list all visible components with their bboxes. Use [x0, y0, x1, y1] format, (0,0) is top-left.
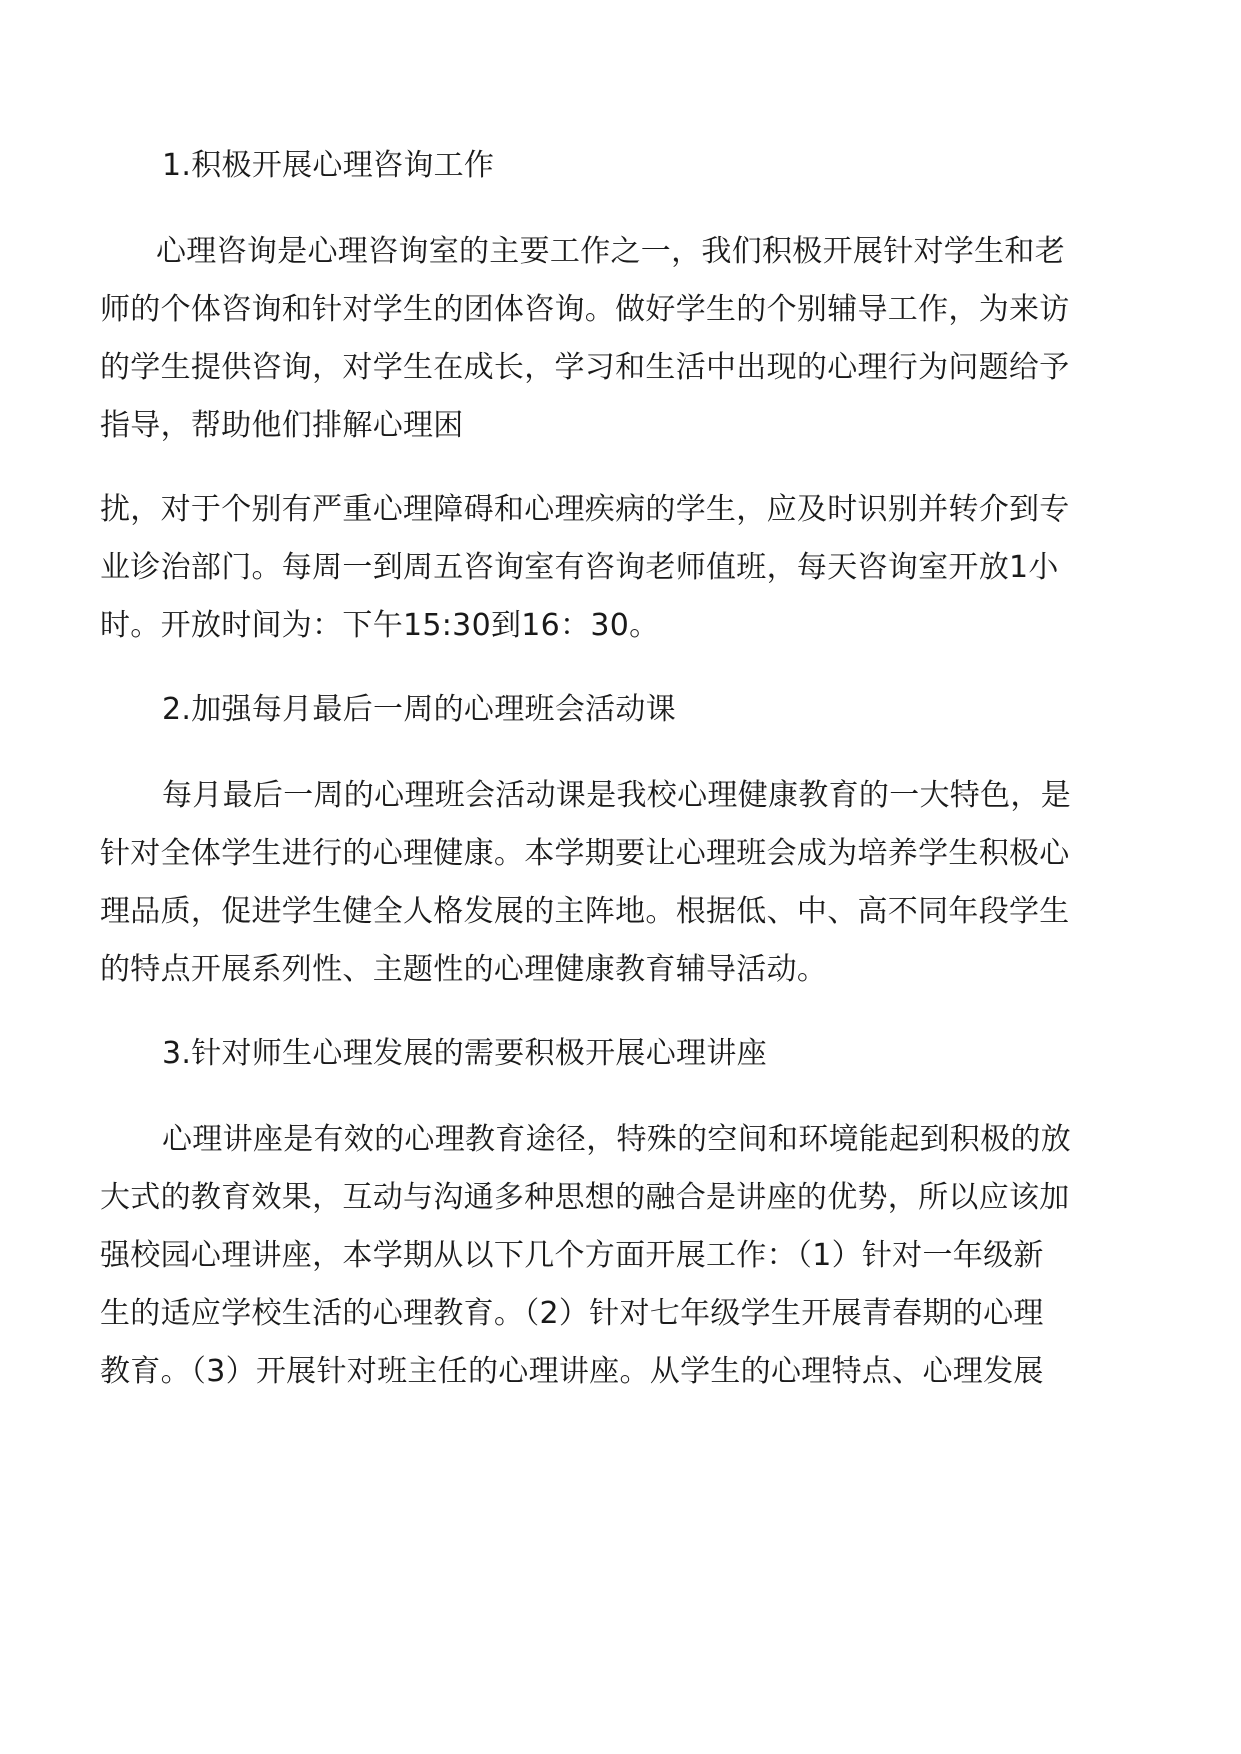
paragraph-line: 心理讲座是有效的心理教育途径，特殊的空间和环境能起到积极的放	[162, 1122, 1071, 1157]
paragraph-line: 理品质，促进学生健全人格发展的主阵地。根据低、中、高不同年段学生	[100, 894, 1070, 929]
paragraph-line: 生的适应学校生活的心理教育。（2）针对七年级学生开展青春期的心理	[100, 1296, 1044, 1331]
paragraph-line: 师的个体咨询和针对学生的团体咨询。做好学生的个别辅导工作，为来访	[100, 292, 1070, 327]
section-heading-3: 3.针对师生心理发展的需要积极开展心理讲座	[162, 1036, 767, 1071]
paragraph-line: 针对全体学生进行的心理健康。本学期要让心理班会成为培养学生积极心	[100, 836, 1070, 871]
section-heading-2: 2.加强每月最后一周的心理班会活动课	[162, 692, 677, 727]
paragraph-line: 的学生提供咨询，对学生在成长，学习和生活中出现的心理行为问题给予	[100, 350, 1070, 385]
paragraph-line: 时。开放时间为：下午15:30到16：30。	[100, 608, 660, 643]
paragraph-line: 大式的教育效果，互动与沟通多种思想的融合是讲座的优势，所以应该加	[100, 1180, 1070, 1215]
paragraph-line: 的特点开展系列性、主题性的心理健康教育辅导活动。	[100, 952, 828, 987]
paragraph-line: 强校园心理讲座，本学期从以下几个方面开展工作：（1）针对一年级新	[100, 1238, 1044, 1273]
paragraph-line: 扰，对于个别有严重心理障碍和心理疾病的学生，应及时识别并转介到专	[100, 492, 1070, 527]
paragraph-line: 指导，帮助他们排解心理困	[100, 408, 464, 443]
paragraph-line: 教育。（3）开展针对班主任的心理讲座。从学生的心理特点、心理发展	[100, 1354, 1044, 1389]
paragraph-line: 业诊治部门。每周一到周五咨询室有咨询老师值班，每天咨询室开放1小	[100, 550, 1059, 585]
paragraph-line: 每月最后一周的心理班会活动课是我校心理健康教育的一大特色，是	[162, 778, 1071, 813]
section-heading-1: 1.积极开展心理咨询工作	[162, 148, 495, 183]
paragraph-line: 心理咨询是心理咨询室的主要工作之一，我们积极开展针对学生和老	[156, 234, 1065, 269]
